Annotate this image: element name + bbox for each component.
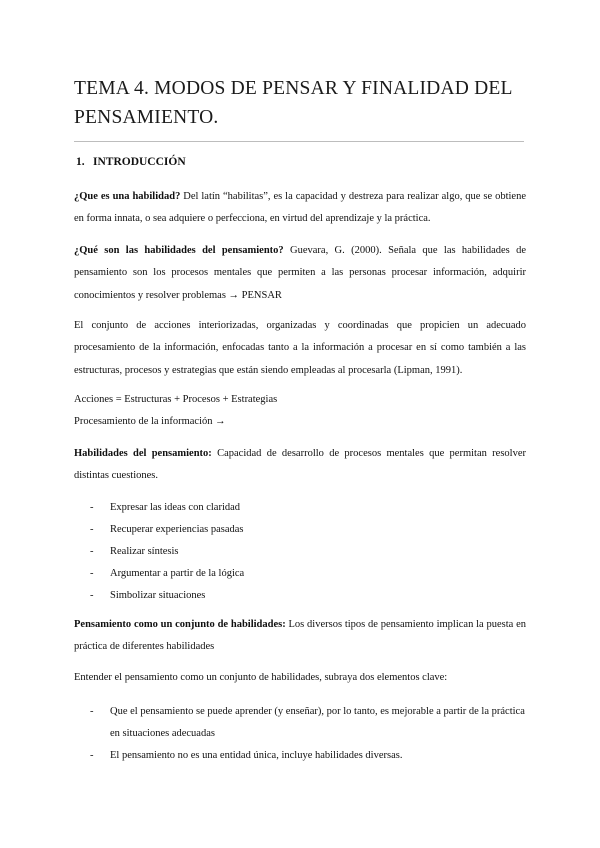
bullet-dash: - (90, 502, 94, 513)
bullet-dash: - (90, 706, 94, 717)
paragraph-bold: Pensamiento como un conjunto de habilidades: (74, 619, 286, 630)
bullet-dash: - (90, 590, 94, 601)
bullet-dash: - (90, 524, 94, 535)
bullet-dash: - (90, 568, 94, 579)
list-item: - Argumentar a partir de la lógica (90, 563, 526, 585)
paragraph-text: Guevara, G. (2000). Señala que las habilidades de pensamiento son los procesos mentales que permiten a las personas procesar información, adquirir conocimientos y resolver problemas → PENSAR (74, 245, 526, 301)
list-item: - Simbolizar situaciones (90, 585, 526, 607)
formula-procesamiento: Procesamiento de la información → (74, 416, 226, 427)
paragraph-habilidad (74, 186, 526, 231)
paragraph-habilidades-pensamiento (74, 240, 526, 307)
paragraph-entender (74, 667, 526, 689)
paragraph-habilidades-definicion (74, 443, 526, 488)
paragraph-bold: ¿Qué son las habilidades del pensamiento? (74, 245, 284, 256)
list-item: - El pensamiento no es una entidad única, incluye habilidades diversas. (90, 745, 526, 767)
section-heading (76, 156, 186, 168)
paragraph-text: Los diversos tipos de pensamiento implican la puesta en práctica de diferentes habilidades (74, 619, 526, 653)
bullet-dash: - (90, 750, 94, 761)
bullet-dash: - (90, 546, 94, 557)
paragraph-bold: ¿Que es una habilidad? (74, 191, 181, 202)
paragraph-conjunto-acciones (74, 315, 526, 382)
section-number: 1. (76, 156, 85, 168)
formula-acciones: Acciones = Estructuras + Procesos + Estrategias (74, 394, 278, 405)
paragraph-text: Del latín “habilitas”, es la capacidad y destreza para realizar algo, que se obtiene en forma innata, o sea adquiere o perfecciona, en virtud del aprendizaje y la práctica. (74, 191, 526, 225)
paragraph-text: El conjunto de acciones interiorizadas, organizadas y coordinadas que propicien un adecuado procesamiento de la información, enfocadas tanto a la información a procesar en sí como también a las estructuras, procesos y estrategias que están siendo empleadas al procesarla (Lipman, 1991). (74, 320, 526, 376)
section-title: INTRODUCCIÓN (93, 156, 186, 168)
list-item: - Realizar síntesis (90, 541, 526, 563)
title-divider (74, 141, 524, 142)
list-item: - Recuperar experiencias pasadas (90, 519, 526, 541)
paragraph-bold: Habilidades del pensamiento: (74, 448, 212, 459)
list-item: - Expresar las ideas con claridad (90, 497, 526, 519)
list-item: - Que el pensamiento se puede aprender (y enseñar), por lo tanto, es mejorable a partir de la práctica en situaciones adecuadas (90, 701, 526, 745)
paragraph-text: Capacidad de desarrollo de procesos mentales que permitan resolver distintas cuestiones. (74, 448, 526, 482)
paragraph-pensamiento-conjunto (74, 614, 526, 659)
page-title: TEMA 4. MODOS DE PENSAR Y FINALIDAD DEL PENSAMIENTO. (74, 78, 512, 128)
paragraph-text: Entender el pensamiento como un conjunto de habilidades, subraya dos elementos clave: (74, 672, 448, 683)
